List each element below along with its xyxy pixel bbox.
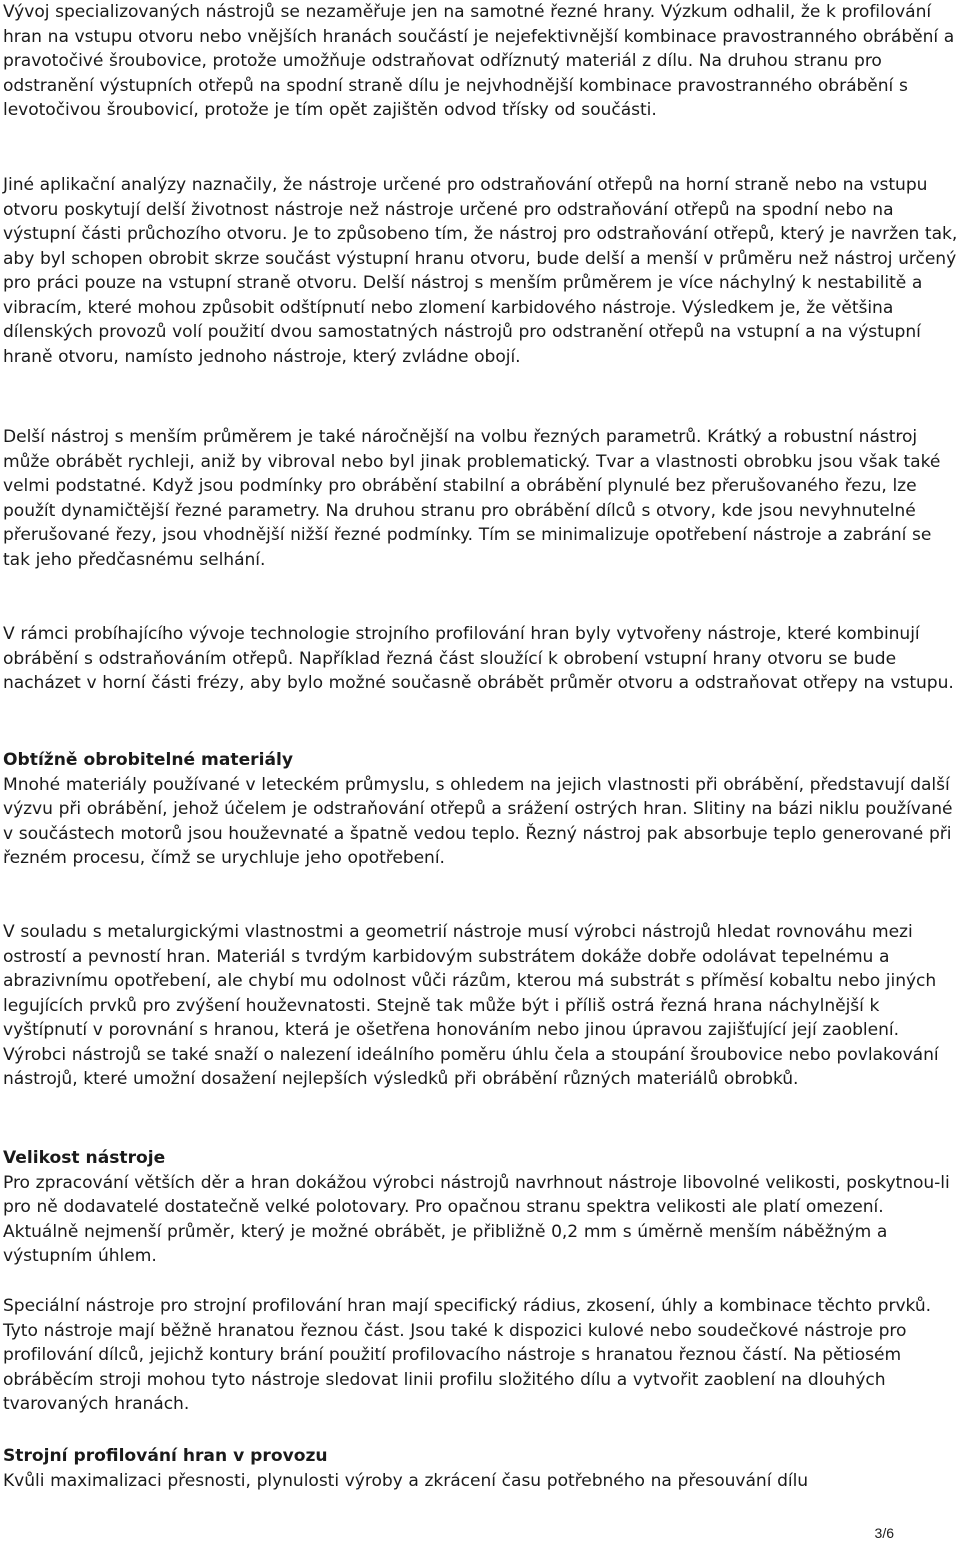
section-text: Mnohé materiály používané v leteckém průmyslu, s ohledem na jejich vlastnosti při obrábění, představují další výzvu při obrábění, jehož účelem je odstraňování otřepů a srážení ostrých hran. Slitiny na bázi niklu používané v součástech motorů jsou houževnaté a špatně vedou teplo. Řezný nástroj pak absorbuje teplo generované při řezném procesu, čímž se urychluje jeho opotřebení. xyxy=(3,774,953,868)
section-heading: Strojní profilování hran v provozu xyxy=(3,1446,328,1466)
paragraph-application-analysis xyxy=(3,173,959,369)
page-number: 3/6 xyxy=(874,1525,894,1541)
paragraph-metallurgy xyxy=(3,920,959,1092)
paragraph-text: V souladu s metalurgickými vlastnostmi a geometrií nástroje musí výrobci nástrojů hledat rovnováhu mezi ostrostí a pevností hran. Materiál s tvrdým karbidovým substrátem dokáže dobře odolávat tepelnému a abrazivnímu opotřebení, ale chybí mu odolnost vůči rázům, kterou má substrát s příměsí kobaltu nebo jiných legujících prvků pro zvýšení houževnatosti. Stejně tak může být i příliš ostrá řezná hrana náchylnější k vyštípnutí v porovnání s hranou, která je ošetřena honováním nebo jinou úpravou zajišťující její zaoblení. Výrobci nástrojů se také snaží o nalezení ideálního poměru úhlu čela a stoupání šroubovice nebo povlakování nástrojů, které umožní dosažení nejlepších výsledků při obrábění různých materiálů obrobků. xyxy=(3,922,939,1089)
paragraph-cutting-parameters xyxy=(3,425,959,572)
section-tool-size xyxy=(3,1146,959,1269)
section-heading: Obtížně obrobitelné materiály xyxy=(3,750,293,770)
section-edge-profiling-in-operation xyxy=(3,1444,808,1493)
paragraph-text: Vývoj specializovaných nástrojů se nezaměřuje jen na samotné řezné hrany. Výzkum odhalil, že k profilování hran na vstupu otvoru nebo vnějších hranách součástí je nejefektivnější kombinace pravostranného obrábění a pravotočivé šroubovice, protože umožňuje odstraňovat odříznutý materiál z dílu. Na druhou stranu pro odstranění výstupních otřepů na spodní straně dílu je nejvhodnější kombinace pravostranného obrábění s levotočivou šroubovicí, protože je tím opět zajištěn odvod třísky od součásti. xyxy=(3,2,955,120)
section-difficult-materials xyxy=(3,748,959,871)
paragraph-tool-development xyxy=(3,0,959,123)
paragraph-combined-tools xyxy=(3,622,959,696)
section-text: Kvůli maximalizaci přesnosti, plynulosti výroby a zkrácení času potřebného na přesouvání dílu xyxy=(3,1470,809,1491)
paragraph-special-tools xyxy=(3,1294,959,1417)
section-text: Pro zpracování větších děr a hran dokážou výrobci nástrojů navrhnout nástroje libovolné velikosti, poskytnou-li pro ně dodavatelé dostatečně velké polotovary. Pro opačnou stranu spektra velikosti ale platí omezení. Aktuálně nejmenší průměr, který je možné obrábět, je přibližně 0,2 mm s úměrně menším náběžným a výstupním úhlem. xyxy=(3,1172,950,1266)
section-heading: Velikost nástroje xyxy=(3,1148,166,1168)
paragraph-text: V rámci probíhajícího vývoje technologie strojního profilování hran byly vytvořeny nástroje, které kombinují obrábění s odstraňováním otřepů. Například řezná část sloužící k obrobení vstupní hrany otvoru se bude nacházet v horní části frézy, aby bylo možné současně obrábět průměr otvoru a odstraňovat otřepy na vstupu. xyxy=(3,624,954,693)
paragraph-text: Delší nástroj s menším průměrem je také náročnější na volbu řezných parametrů. Krátký a robustní nástroj může obrábět rychleji, aniž by vibroval nebo byl jinak problematický. Tvar a vlastnosti obrobku jsou však také velmi podstatné. Když jsou podmínky pro obrábění stabilní a obrábění plynulé bez přerušovaného řezu, lze použít dynamičtější řezné parametry. Na druhou stranu pro obrábění dílců s otvory, kde jsou nevyhnutelné přerušované řezy, jsou vhodnější nižší řezné podmínky. Tím se minimalizuje opotřebení nástroje a zabrání se tak jeho předčasnému selhání. xyxy=(3,427,941,570)
paragraph-text: Jiné aplikační analýzy naznačily, že nástroje určené pro odstraňování otřepů na horní straně nebo na vstupu otvoru poskytují delší životnost nástroje než nástroje určené pro odstraňování otřepů na spodní nebo na výstupní části průchozího otvoru. Je to způsobeno tím, že nástroj pro odstraňování otřepů, který je navržen tak, aby byl schopen obrobit skrze součást výstupní hranu otvoru, bude delší a menší v průměru než nástroj určený pro práci pouze na vstupní straně otvoru. Delší nástroj s menším průměrem je více náchylný k nestabilitě a vibracím, které mohou způsobit odštípnutí nebo zlomení karbidového nástroje. Výsledkem je, že většina dílenských provozů volí použití dvou samostatných nástrojů pro odstranění otřepů na vstupní a na výstupní hraně otvoru, namísto jednoho nástroje, který zvládne obojí. xyxy=(3,175,958,367)
paragraph-text: Speciální nástroje pro strojní profilování hran mají specifický rádius, zkosení, úhly a kombinace těchto prvků. Tyto nástroje mají běžně hranatou řeznou část. Jsou také k dispozici kulové nebo soudečkové nástroje pro profilování dílců, jejichž kontury brání použití profilovacího nástroje s hranatou řeznou částí. Na pětiosém obráběcím stroji mohou tyto nástroje sledovat linii profilu složitého dílu a vytvořit zaoblení na dlouhých tvarovaných hranách. xyxy=(3,1296,932,1414)
